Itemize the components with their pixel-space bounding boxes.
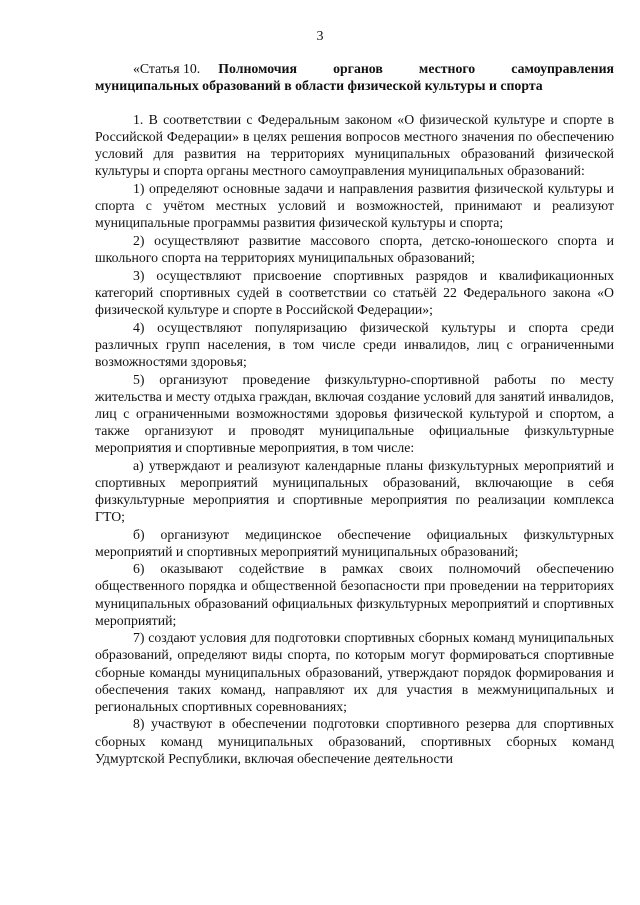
sub-item-a: а) утверждают и реализуют календарные планы физкультурных мероприятий и спортивных мероприятий муниципальных образований, включающие в себя физкультурные мероприятия и спортивные мероприятия по реализации комплекса ГТО; xyxy=(95,457,614,524)
list-item-3: 3) осуществляют присвоение спортивных разрядов и квалификационных категорий спортивных судей в соответствии со статьёй 22 Федерального закона «О физической культуре и спорте в Российской Федерации»; xyxy=(95,267,614,317)
list-item-5: 5) организуют проведение физкультурно-спортивной работы по месту жительства и месту отдыха граждан, включая создание условий для занятий инвалидов, лиц с ограниченными возможностями здоровья физической культурой и спортом, а также организуют и проводят муниципальные официальные физкультурные мероприятия и спортивные мероприятия, в том числе: xyxy=(95,371,614,455)
list-item-1: 1) определяют основные задачи и направления развития физической культуры и спорта с учётом местных условий и возможностей, принимают и реализуют муниципальные программы развития физической культуры и спорта; xyxy=(95,181,614,231)
list-item-2: 2) осуществляют развитие массового спорта, детско-юношеского спорта и школьного спорта на территориях муниципальных образований; xyxy=(95,233,614,266)
document-body xyxy=(95,60,614,767)
list-item-8: 8) участвуют в обеспечении подготовки спортивного резерва для спортивных сборных команд муниципальных образований, спортивных сборных команд Удмуртской Республики, включая обеспечение деятельности xyxy=(95,716,614,766)
list-item-7: 7) создают условия для подготовки спортивных сборных команд муниципальных образований, определяют виды спорта, по которым могут формироваться спортивные сборные команды муниципальных образований, утверждают порядок формирования и обеспечения таких команд, направляют их для участия в межмуниципальных и региональных спортивных соревнованиях; xyxy=(95,630,614,714)
page-number: 3 xyxy=(316,29,324,44)
article-number: «Статья 10. xyxy=(133,61,201,76)
article-heading xyxy=(95,60,614,94)
article-title: Полномочия органов местного самоуправления муниципальных образований в области физической культуры и спорта xyxy=(95,61,614,94)
list-item-6: 6) оказывают содействие в рамках своих полномочий обеспечению общественного порядка и общественной безопасности при проведении на территориях муниципальных образований официальных физкультурных мероприятий и спортивных мероприятий; xyxy=(95,561,614,628)
sub-item-b: б) организуют медицинское обеспечение официальных физкультурных мероприятий и спортивных мероприятий муниципальных образований; xyxy=(95,526,614,559)
list-item-4: 4) осуществляют популяризацию физической культуры и спорта среди различных групп населения, в том числе среди инвалидов, лиц с ограниченными возможностями здоровья; xyxy=(95,319,614,369)
paragraph-1: 1. В соответствии с Федеральным законом «О физической культуре и спорте в Российской Федерации» в целях решения вопросов местного значения по обеспечению условий для развития на территориях муниципальных образований физической культуры и спорта органы местного самоуправления муниципальных образований: xyxy=(95,112,614,179)
